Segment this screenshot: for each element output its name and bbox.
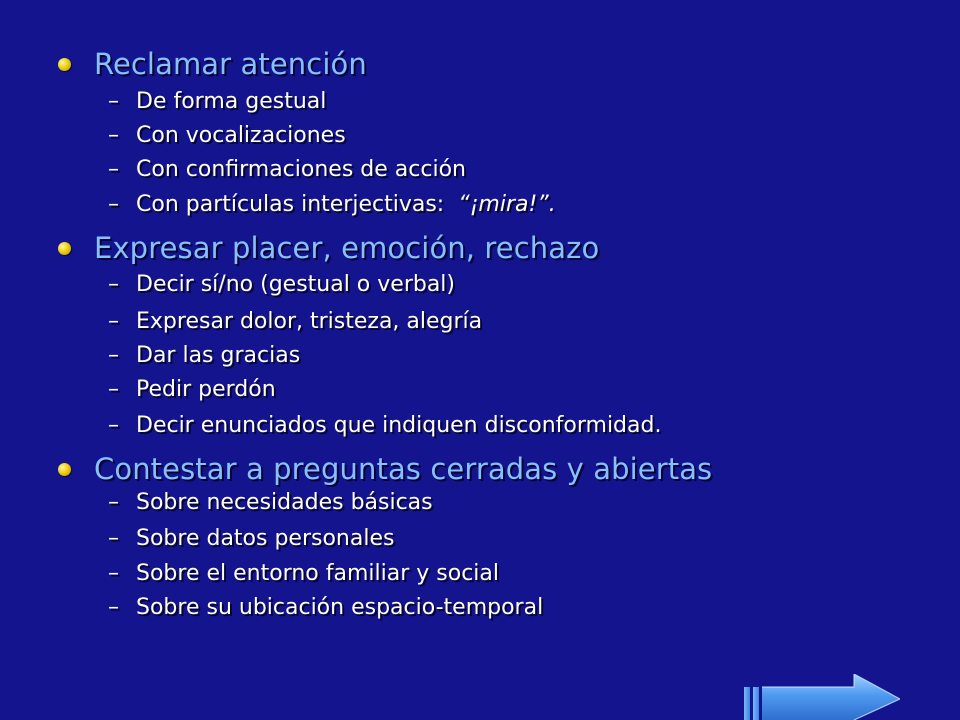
dash-marker: – xyxy=(108,561,119,586)
bullet-item xyxy=(58,228,599,268)
sub-item-label: Pedir perdón xyxy=(136,377,276,402)
sub-item xyxy=(108,341,300,371)
next-slide-button[interactable] xyxy=(742,674,900,720)
bullet-item xyxy=(58,44,367,84)
sub-item xyxy=(108,307,482,337)
sub-item xyxy=(108,488,433,518)
sub-item xyxy=(108,190,556,220)
sub-item xyxy=(108,593,543,623)
sub-item xyxy=(108,121,346,151)
sub-item xyxy=(108,411,661,441)
dash-marker: – xyxy=(108,526,119,551)
sub-item-label: Decir sí/no (gestual o verbal) xyxy=(136,272,455,297)
sub-item-label: Expresar dolor, tristeza, alegría xyxy=(136,309,483,334)
sub-item-label: Con vocalizaciones xyxy=(136,123,346,148)
sub-item-label xyxy=(136,194,556,216)
bullet-item xyxy=(58,449,712,489)
sub-item xyxy=(108,375,276,405)
dash-marker: – xyxy=(108,490,119,515)
sub-item-label: Sobre necesidades básicas xyxy=(136,490,433,515)
dash-marker: – xyxy=(108,413,119,438)
bullet-dot-icon xyxy=(58,58,71,71)
interjection-quote: “¡mira!”. xyxy=(458,192,556,217)
sub-item-label: Sobre datos personales xyxy=(136,526,395,551)
sub-item xyxy=(108,559,499,589)
bullet-dot-icon xyxy=(58,463,71,476)
dash-marker: – xyxy=(108,309,119,334)
dash-marker: – xyxy=(108,377,119,402)
arrow-right-icon xyxy=(742,674,900,720)
sub-item xyxy=(108,524,394,554)
sub-item xyxy=(108,155,466,185)
bullet-dot-icon xyxy=(58,242,71,255)
sub-item-label: Con confirmaciones de acción xyxy=(136,157,466,182)
bullet-label: Contestar a preguntas cerradas y abiertas xyxy=(94,451,713,486)
sub-item-label: Decir enunciados que indiquen disconformidad. xyxy=(136,413,662,438)
bullet-label: Expresar placer, emoción, rechazo xyxy=(94,230,600,265)
sub-item-label: Sobre el entorno familiar y social xyxy=(136,561,499,586)
dash-marker: – xyxy=(108,123,119,148)
dash-marker: – xyxy=(108,157,119,182)
sub-item-prefix: Con partículas interjectivas: xyxy=(136,192,459,217)
dash-marker: – xyxy=(108,595,119,620)
sub-item-label: Dar las gracias xyxy=(136,343,301,368)
dash-marker: – xyxy=(108,272,119,297)
dash-marker: – xyxy=(108,192,119,217)
bullet-label: Reclamar atención xyxy=(94,46,367,81)
sub-item-label: Sobre su ubicación espacio-temporal xyxy=(136,595,544,620)
sub-item xyxy=(108,270,455,300)
dash-marker: – xyxy=(108,89,119,114)
dash-marker: – xyxy=(108,343,119,368)
sub-item xyxy=(108,87,326,117)
sub-item-label: De forma gestual xyxy=(136,89,327,114)
